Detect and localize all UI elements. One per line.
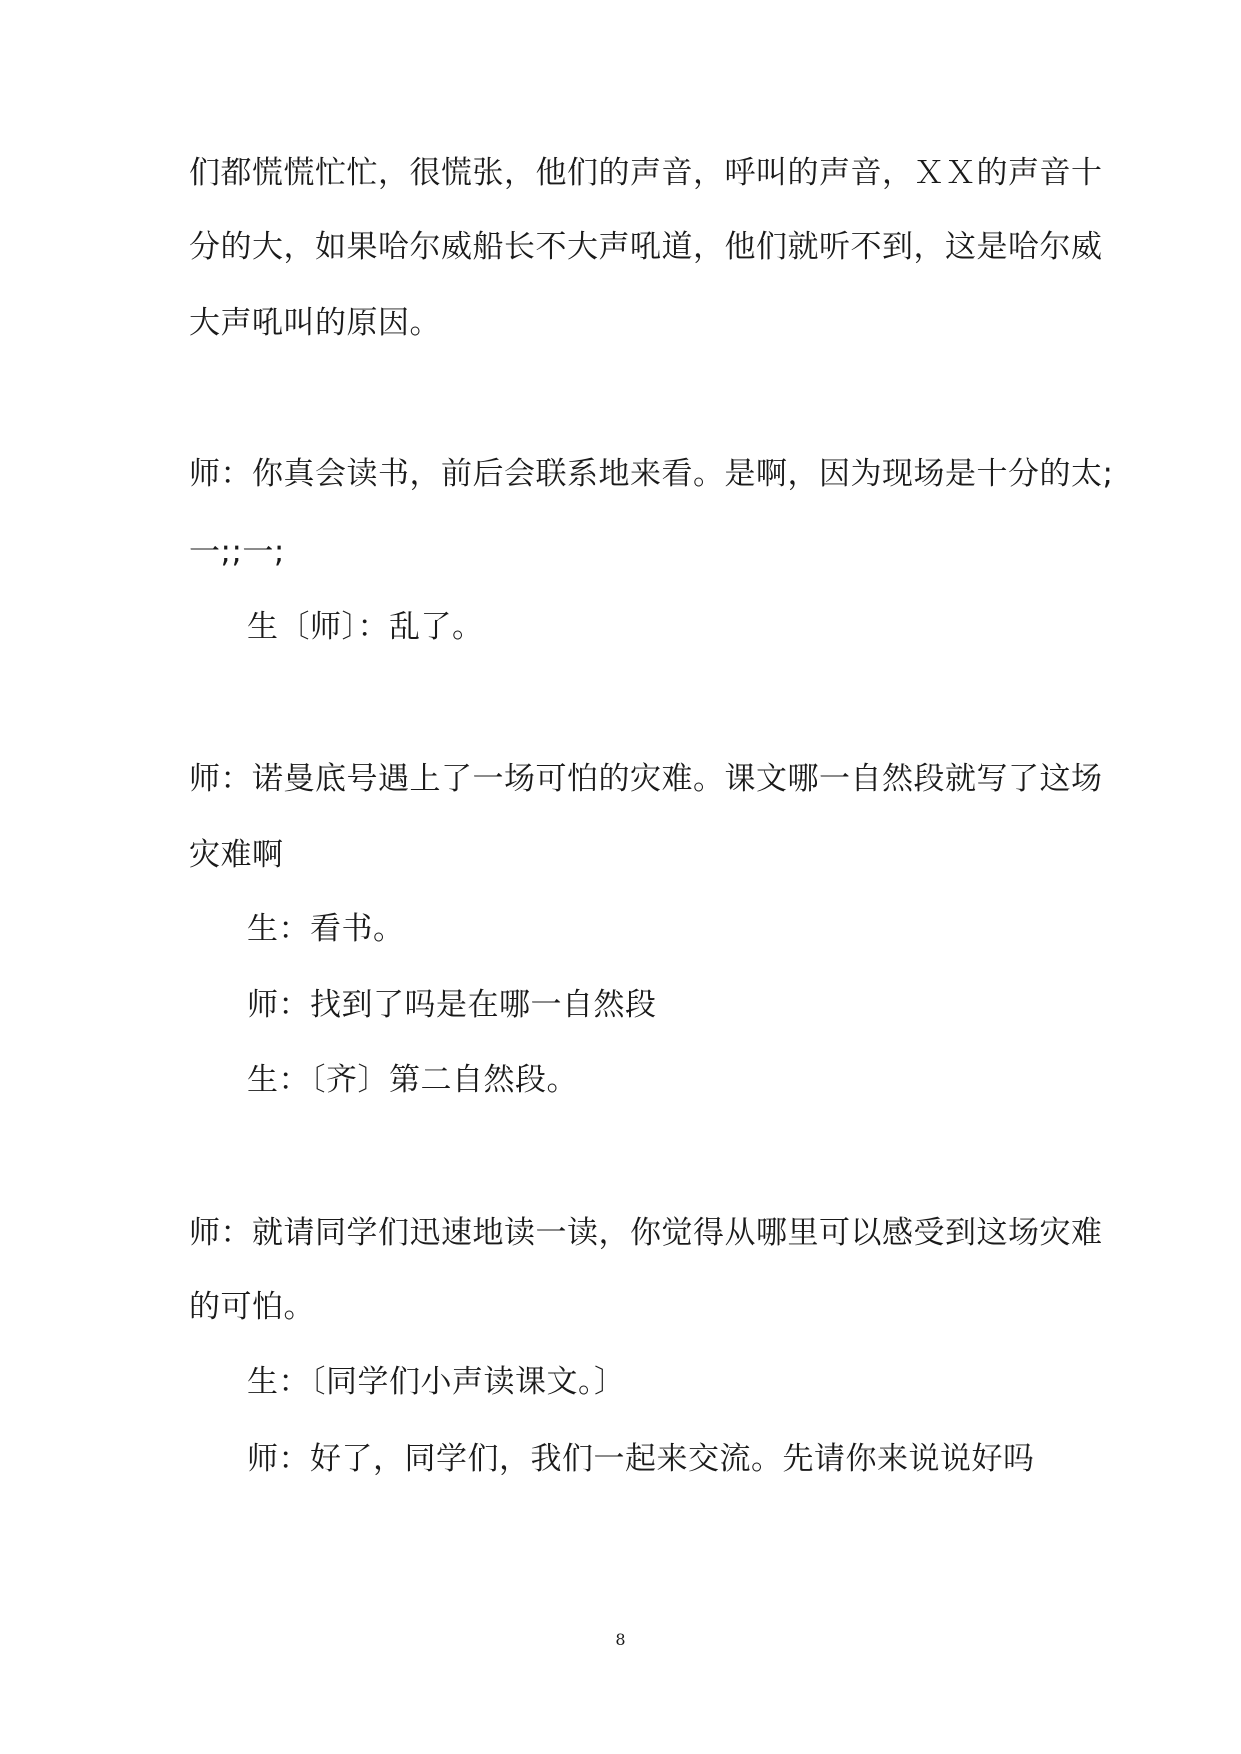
- body-line: 师：就请同学们迅速地读一读，你觉得从哪里可以感受到这场灾难: [189, 1215, 1103, 1251]
- body-line: 们都慌慌忙忙，很慌张，他们的声音，呼叫的声音，ＸＸ的声音十: [189, 155, 1103, 191]
- body-line: 生〔师〕：乱了。: [247, 609, 484, 645]
- body-line: 的可怕。: [189, 1289, 315, 1325]
- body-line: 生：〔同学们小声读课文。〕: [247, 1364, 626, 1400]
- body-line: 灾难啊: [189, 837, 284, 873]
- body-line: 大声吼叫的原因。: [189, 305, 441, 341]
- body-line: 一;;一;: [189, 534, 285, 570]
- body-line: 师：好了，同学们，我们一起来交流。先请你来说说好吗: [247, 1441, 1035, 1477]
- page-number: 8: [615, 1630, 626, 1649]
- body-line: 生：〔齐〕第二自然段。: [247, 1062, 578, 1098]
- body-line: 师：你真会读书，前后会联系地来看。是啊，因为现场是十分的太;: [189, 456, 1114, 492]
- body-line: 分的大，如果哈尔威船长不大声吼道，他们就听不到，这是哈尔威: [189, 229, 1103, 265]
- body-line: 生：看书。: [247, 911, 405, 947]
- body-line: 师：诺曼底号遇上了一场可怕的灾难。课文哪一自然段就写了这场: [189, 761, 1103, 797]
- body-line: 师：找到了吗是在哪一自然段: [247, 987, 657, 1023]
